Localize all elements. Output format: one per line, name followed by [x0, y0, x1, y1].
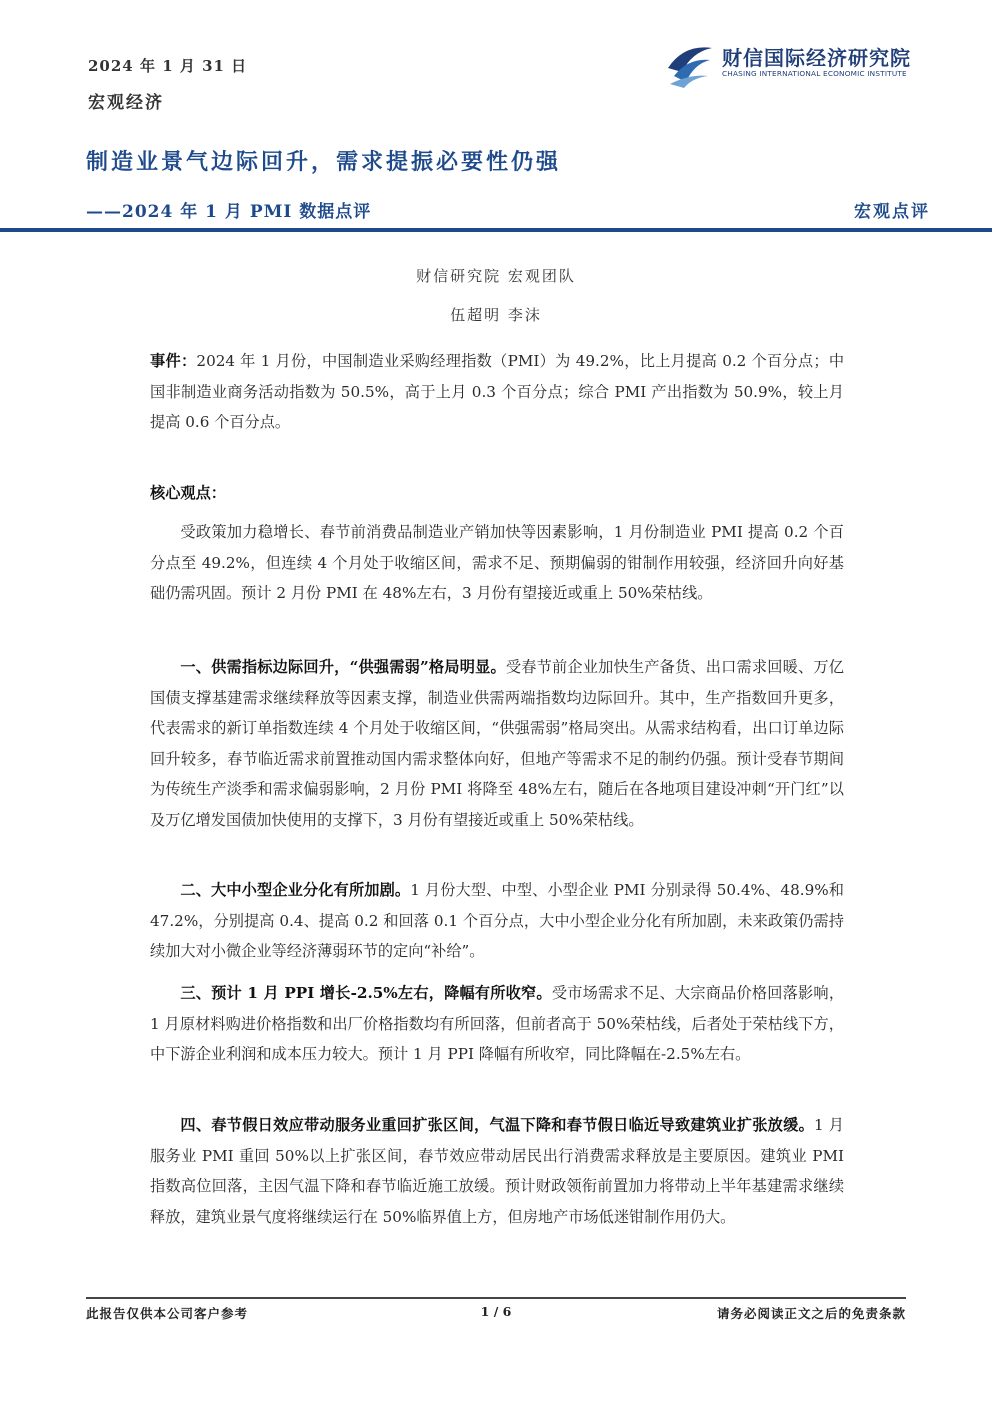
authors: 伍超明 李沫 — [450, 306, 542, 324]
point-text-4: 1 月服务业 PMI 重回 50%以上扩张区间，春节效应带动居民出行消费需求释放是主要原因。建筑业 PMI 指数高位回落，主因气温下降和春节临近施工放缓。预计财政领衔前置加力将带动上半年基建需求继续释放，建筑业景气度将继续运行在 50%临界值上方，但房地产市场低迷钳制作用仍大。 — [150, 1116, 844, 1226]
institute-logo — [664, 38, 954, 90]
report-title: 制造业景气边际回升，需求提振必要性仍强 — [86, 149, 562, 175]
core-intro-paragraph: 受政策加力稳增长、春节前消费品制造业产销加快等因素影响，1 月份制造业 PMI 提高 0.2 个百分点至 49.2%，但连续 4 个月处于收缩区间，需求不足、预期偏弱的钳制作用较强，经济回升向好基础仍需巩固。预计 2 月份 PMI 在 48%左右，3 月份有望接近或重上 50%荣枯线。 — [150, 523, 844, 602]
logo-chinese-name: 财信国际经济研究院 — [722, 46, 911, 70]
research-team: 财信研究院 宏观团队 — [416, 267, 576, 285]
event-label: 事件： — [150, 352, 197, 370]
report-subtitle: ——2024 年 1 月 PMI 数据点评 — [86, 202, 372, 222]
event-text: 2024 年 1 月份，中国制造业采购经理指数（PMI）为 49.2%，比上月提高 0.2 个百分点；中国非制造业商务活动指数为 50.5%，高于上月 0.3 个百分点；综合 PMI 产出指数为 50.9%，较上月提高 0.6 个百分点。 — [150, 352, 845, 431]
footer-disclaimer-left: 此报告仅供本公司客户参考 — [86, 1306, 249, 1321]
point-heading-2: 二、大中小型企业分化有所加剧。 — [180, 881, 411, 899]
point-text-1: 受春节前企业加快生产备货、出口需求回暖、万亿国债支撑基建需求继续释放等因素支撑，制造业供需两端指数均边际回升。其中，生产指数回升更多，代表需求的新订单指数连续 4 个月处于收缩区间，“供强需弱”格局突出。从需求结构看，出口订单边际回升较多，春节临近需求前置推动国内需求整体向好，但地产等需求不足的制约仍强。预计受春节期间为传统生产淡季和需求偏弱影响，2 月份 PMI 将降至 48%左右，随后在各地项目建设冲刺“开门红”以及万亿增发国债加快使用的支撑下，3 月份有望接近或重上 50%荣枯线。 — [150, 658, 844, 829]
point-heading-4: 四、春节假日效应带动服务业重回扩张区间，气温下降和春节假日临近导致建筑业扩张放缓。 — [180, 1116, 815, 1134]
point-paragraph-1 — [150, 652, 844, 835]
point-paragraph-2 — [150, 875, 844, 967]
chasing-logo-icon — [664, 38, 716, 90]
point-heading-1: 一、供需指标边际回升，“供强需弱”格局明显。 — [180, 658, 506, 676]
report-type: 宏观点评 — [854, 202, 930, 222]
point-paragraph-3 — [150, 978, 844, 1070]
point-text-2: 1 月份大型、中型、小型企业 PMI 分别录得 50.4%、48.9%和 47.2%，分别提高 0.4、提高 0.2 和回落 0.1 个百分点，大中小型企业分化有所加剧，未来政策仍需持续加大对小微企业等经济薄弱环节的定向“补给”。 — [150, 881, 844, 960]
event-paragraph — [150, 346, 844, 438]
page-number: 1 / 6 — [480, 1304, 512, 1319]
report-category: 宏观经济 — [88, 93, 164, 113]
point-text-3: 受市场需求不足、大宗商品价格回落影响，1 月原材料购进价格指数和出厂价格指数均有所回落，但前者高于 50%荣枯线，后者处于荣枯线下方，中下游企业利润和成本压力较大。预计 1 月 PPI 降幅有所收窄，同比降幅在-2.5%左右。 — [150, 984, 845, 1063]
point-paragraph-4 — [150, 1110, 844, 1232]
footer-disclaimer-right: 请务必阅读正文之后的免责条款 — [716, 1306, 906, 1321]
header-divider — [0, 228, 992, 232]
report-date: 2024 年 1 月 31 日 — [88, 57, 248, 75]
footer-divider — [86, 1297, 906, 1299]
core-heading: 核心观点： — [150, 484, 226, 502]
logo-english-name: CHASING INTERNATIONAL ECONOMIC INSTITUTE — [722, 69, 907, 78]
point-heading-3: 三、预计 1 月 PPI 增长-2.5%左右，降幅有所收窄。 — [180, 984, 552, 1002]
